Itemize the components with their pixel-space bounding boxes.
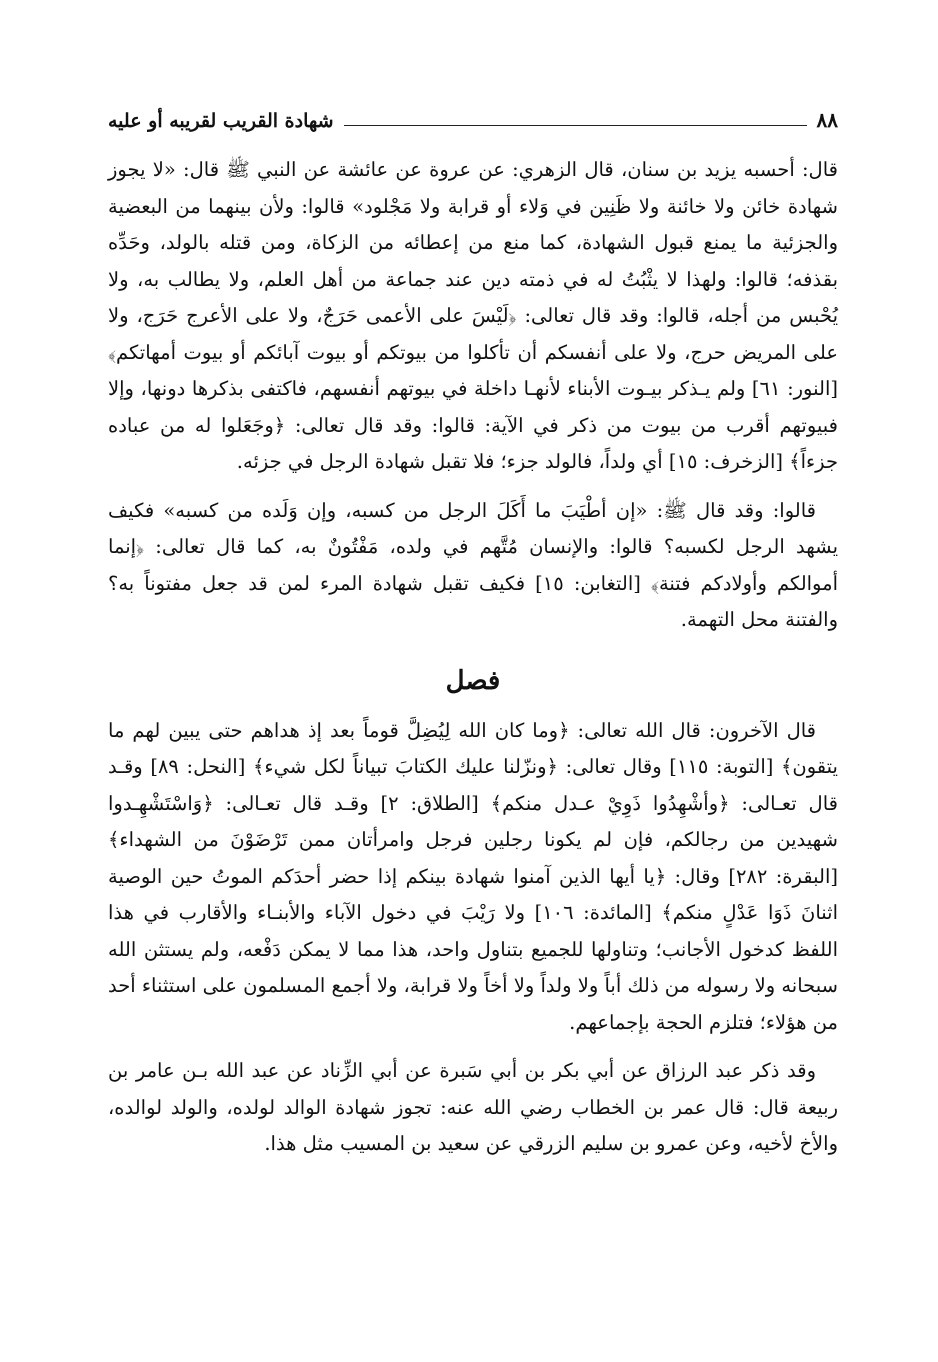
page-body — [108, 152, 838, 1163]
paragraph: قال: أحسبه يزيد بن سنان، قال الزهري: عن عروة عن عائشة عن النبي ﷺ قال: «لا يجوز شهادة خائن ولا خائنة ولا ظَنِين في وَلاء أو قرابة ولا مَجْلود» قالوا: ولأن بينهما من البعضية والجزئية ما يمنع قبول الشهادة، كما منع من إعطائه من الزكاة، ومن قتله بالولد، وحَدِّه بقذفه؛ قالوا: ولهذا لا يثْبُتُ له في ذمته دين عند جماعة من أهل العلم، ولا يطالب به، ولا يُحْبس من أجله، قالوا: وقد قال تعالى: ﴿لَيْسَ على الأعمى حَرَجٌ، ولا على الأعرج حَرَج، ولا على المريض حرج، ولا على أنفسكم أن تأكلوا من بيوتكم أو بيوت آبائكم أو بيوت أمهاتكم﴾ [النور: ٦١] ولم يـذكر بيـوت الأبناء لأنهـا داخلة في بيوتهم أنفسهم، فاكتفى بذكرها دونها، وإلا فبيوتهم أقرب من بيوت من ذكر في الآية: قالوا: وقد قال تعالى: ﴿وجَعَلوا له من عباده جزءاً﴾ [الزخرف: ١٥] أي ولداً، فالولد جزء؛ فلا تقبل شهادة الرجل في جزئه. — [108, 158, 838, 473]
running-title: شهادة القريب لقريبه أو عليه — [108, 110, 334, 132]
book-page — [108, 100, 838, 1330]
paragraph: وقد ذكر عبد الرزاق عن أبي بكر بن أبي سَبرة عن أبي الزِّناد عن عبد الله بـن عامر بن ربيعة قال: قال عمر بن الخطاب رضي الله عنه: تجوز شهادة الوالد لولده، والولد لوالده، والأخ لأخيه، وعن عمرو بن سليم الزرقي عن سعيد بن المسيب مثل هذا. — [108, 1059, 838, 1155]
page-header — [108, 100, 838, 132]
header-rule — [344, 125, 807, 126]
page-number: ٨٨ — [816, 108, 838, 132]
paragraph: قالوا: وقد قال ﷺ: «إن أطْيَبَ ما أَكَلَ الرجل من كسبه، وإن وَلَده من كسبه» فكيف يشهد الرجل لكسبه؟ قالوا: والإنسان مُتَّهم في ولده، مَفْتُونٌ به، كما قال تعالى: ﴿إنما أموالكم وأولادكم فتنة﴾ [التغابن: ١٥] فكيف تقبل شهادة المرء لمن قد جعل مفتوناً به؟ والفتنة محل التهمة. — [108, 498, 838, 631]
section-heading: فصل — [445, 665, 501, 696]
paragraph: قال الآخرون: قال الله تعالى: ﴿وما كان الله لِيُضِلَّ قوماً بعد إذ هداهم حتى يبين لهم ما يتقون﴾ [التوبة: ١١٥] وقال تعالى: ﴿ونزّلنا عليك الكتابَ تبياناً لكل شيء﴾ [النحل: ٨٩] وقـد قال تعـالى: ﴿وأشْهِدُوا ذَوِيْ عـدل منكم﴾ [الطلاق: ٢] وقـد قال تعـالى: ﴿وَاسْتَشْهِـدوا شهيدين من رجالكم، فإن لم يكونا رجلين فرجل وامرأتان ممن تَرْضَوْنَ من الشهداء﴾ [البقرة: ٢٨٢] وقال: ﴿يا أيها الذين آمنوا شهادة بينكم إذا حضر أحدَكم الموتُ حين الوصية اثنانَ ذَوَا عَدْلٍ منكم﴾ [المائدة: ١٠٦] ولا رَيْبَ في دخول الآباء والأبنـاء والأقارب في هذا اللفظ كدخول الأجانب؛ وتناولها للجميع بتناول واحد، هذا مما لا يمكن دَفْعه، ولم يستثن الله سبحانه ولا رسوله من ذلك أباً ولا ولداً ولا أخاً ولا قرابة، ولا أجمع المسلمون على استثناء أحد من هؤلاء؛ فتلزم الحجة بإجماعهم. — [107, 718, 839, 1034]
